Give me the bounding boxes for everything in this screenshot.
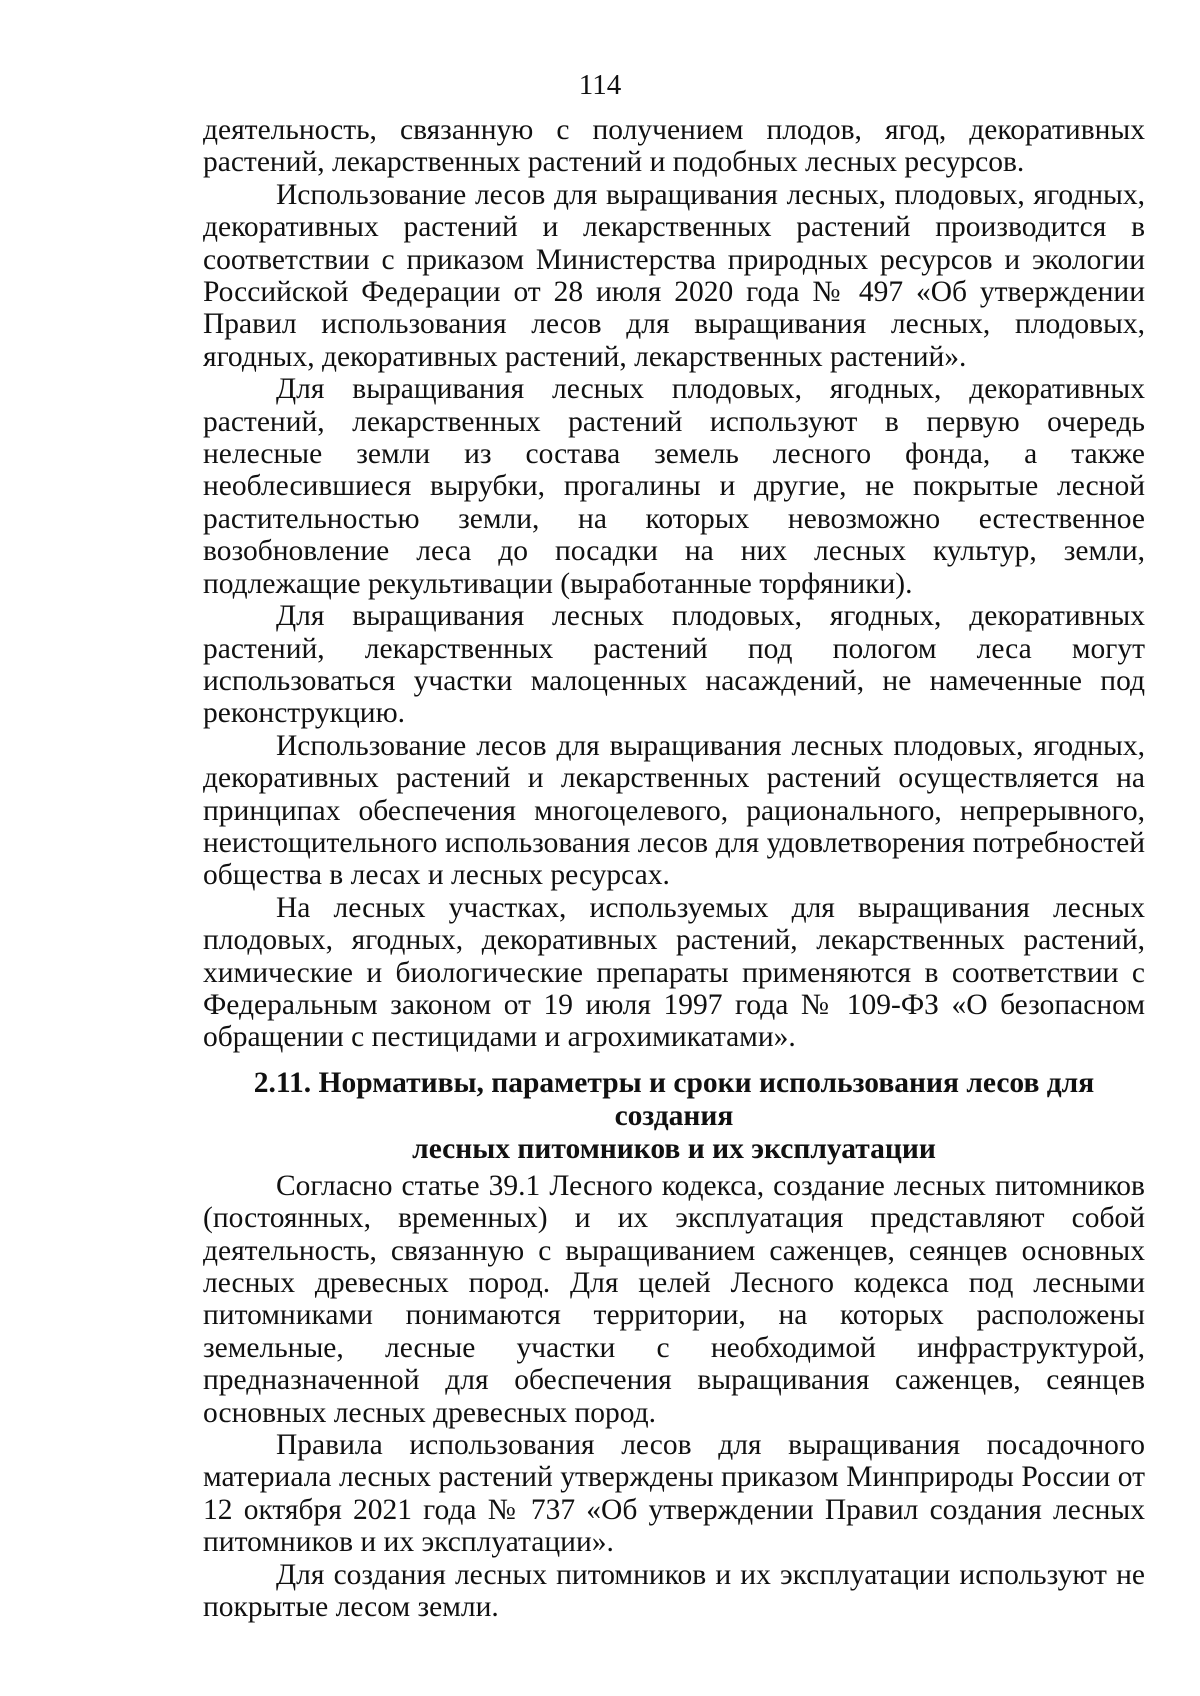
paragraph: Для выращивания лесных плодовых, ягодных, декоративных растений, лекарственных растений под пологом леса могут использоваться участки малоценных насаждений, не намеченные под реконструкцию. xyxy=(203,600,1145,730)
section-heading-line-1: 2.11. Нормативы, параметры и сроки использования лесов для создания xyxy=(253,1066,1095,1132)
section-heading xyxy=(203,1067,1145,1166)
paragraph: На лесных участках, используемых для выращивания лесных плодовых, ягодных, декоративных растений, лекарственных растений, химические и биологические препараты применяются в соответствии с Федеральным законом от 19 июля 1997 года № 109-ФЗ «О безопасном обращении с пестицидами и агрохимикатами». xyxy=(203,891,1145,1054)
paragraph-continuation: деятельность, связанную с получением плодов, ягод, декоративных растений, лекарственных растений и подобных лесных ресурсов. xyxy=(203,114,1145,179)
paragraph: Для выращивания лесных плодовых, ягодных, декоративных растений, лекарственных растений используют в первую очередь нелесные земли из состава земель лесного фонда, а также необлесившиеся вырубки, прогалины и другие, не покрытые лесной растительностью земли, на которых невозможно естественное возобновление леса до посадки на них лесных культур, земли, подлежащие рекультивации (выработанные торфяники). xyxy=(203,373,1145,600)
paragraph: Согласно статье 39.1 Лесного кодекса, создание лесных питомников (постоянных, временных) и их эксплуатация представляют собой деятельность, связанную с выращиванием саженцев, сеянцев основных лесных древесных пород. Для целей Лесного кодекса под лесными питомниками понимаются территории, на которых расположены земельные, лесные участки с необходимой инфраструктурой, предназначенной для обеспечения выращивания саженцев, сеянцев основных лесных древесных пород. xyxy=(203,1169,1145,1429)
paragraph: Правила использования лесов для выращивания посадочного материала лесных растений утверждены приказом Минприроды России от 12 октября 2021 года № 737 «Об утверждении Правил создания лесных питомников и их эксплуатации». xyxy=(203,1429,1145,1559)
paragraph: Для создания лесных питомников и их эксплуатации используют не покрытые лесом земли. xyxy=(203,1558,1145,1624)
document-body xyxy=(203,114,1145,1623)
paragraph: Использование лесов для выращивания лесных, плодовых, ягодных, декоративных растений и лекарственных растений производится в соответствии с приказом Министерства природных ресурсов и экологии Российской Федерации от 28 июля 2020 года № 497 «Об утверждении Правил использования лесов для выращивания лесных, плодовых, ягодных, декоративных растений, лекарственных растений». xyxy=(203,178,1145,373)
page-number: 114 xyxy=(578,69,622,101)
section-heading-line-2: лесных питомников и их эксплуатации xyxy=(412,1132,936,1165)
paragraph: Использование лесов для выращивания лесных плодовых, ягодных, декоративных растений и лекарственных растений осуществляется на принципах обеспечения многоцелевого, рационального, непрерывного, неистощительного использования лесов для удовлетворения потребностей общества в лесах и лесных ресурсах. xyxy=(203,729,1145,892)
